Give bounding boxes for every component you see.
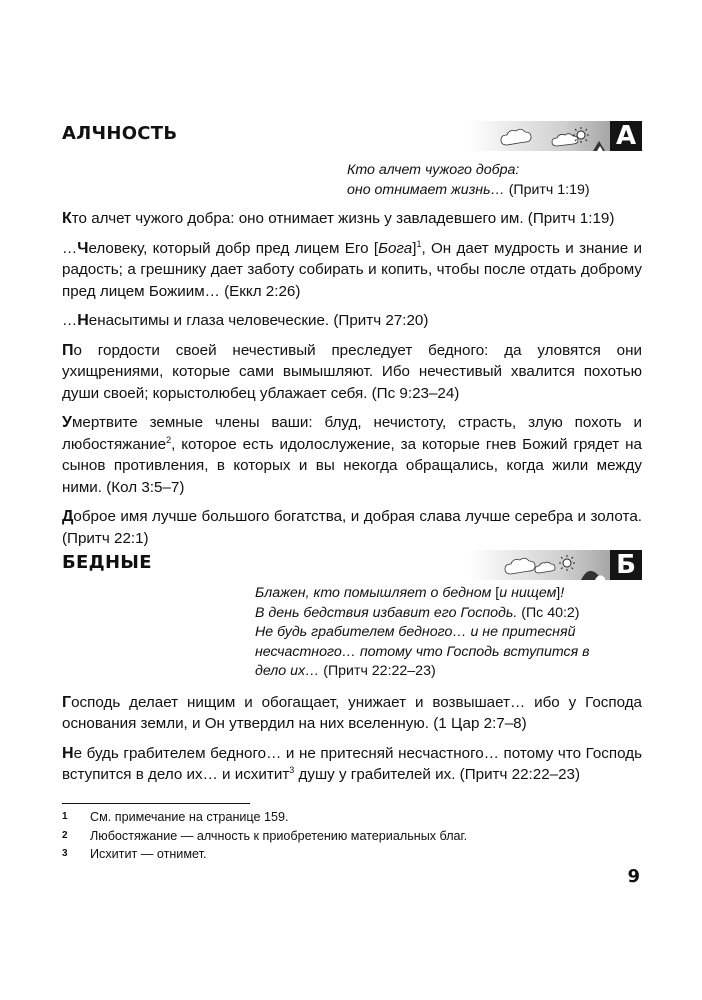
footnote-ref: 1	[416, 238, 422, 249]
header-banner	[469, 121, 642, 151]
footnote: 2 Любостяжание — алчность к приобретению материальных благ.	[62, 828, 468, 843]
footnote: 1 См. примечание на странице 159.	[62, 810, 289, 824]
section-greed	[62, 121, 642, 557]
footnote-ref: 2	[166, 434, 172, 445]
section-header	[62, 121, 642, 151]
epigraph-line: Не будь грабителем бедного… и не притесняй	[255, 624, 576, 640]
epigraph	[347, 161, 642, 200]
verse-paragraph: Господь делает нищим и обогащает, унижает и возвышает… ибо у Господа основания земли, и Он утвердил на них вселенную. (1 Цар 2:7–8)	[62, 693, 642, 732]
verse-paragraph: Умертвите земные члены ваши: блуд, нечистоту, страсть, злую похоть и любостяжание$^2$, которое есть идолослужение, за которые гнев Божий грядет на сынов противления, в которых и вы некогда обращались, когда жили между ними. (Кол 3:5–7)	[62, 414, 642, 496]
verse-paragraph: Доброе имя лучше большого богатства, и добрая слава лучше серебра и золота. (Притч 22:1)	[62, 508, 642, 547]
verse-paragraph: Не будь грабителем бедного… и не притесняй несчастного… потому что Господь вступится в дело их… и исхитит$^3$ душу у грабителей их. (Притч 22:22–23)	[62, 744, 642, 783]
verse-paragraph: …Ненасытимы и глаза человеческие. (Притч 27:20)	[62, 312, 429, 329]
section-title: БЕДНЫЕ	[62, 552, 152, 573]
footnote-divider	[62, 803, 250, 804]
verse-paragraph: Кто алчет чужого добра: оно отнимает жизнь у завладевшего им. (Притч 1:19)	[62, 210, 615, 227]
section-letter: Б	[610, 550, 642, 580]
footnotes	[62, 803, 642, 864]
footnote: 3 Исхитит — отнимет.	[62, 847, 207, 861]
section-title: АЛЧНОСТЬ	[62, 123, 178, 144]
header-banner	[469, 550, 642, 580]
page-number: 9	[627, 866, 640, 887]
section-poor	[62, 550, 642, 794]
section-letter: А	[610, 121, 642, 151]
epigraph-line: дело их… (Притч 22:22–23)	[255, 663, 436, 679]
epigraph	[255, 584, 642, 682]
section-header	[62, 550, 642, 580]
footnote-ref: 3	[289, 765, 295, 775]
epigraph-line: оно отнимает жизнь… (Притч 1:19)	[347, 181, 590, 198]
verse-paragraph: По гордости своей нечестивый преследует бедного: да уловятся они ухищрениями, которые сами вымышляют. Ибо нечестивый хвалится похотью души своей; корыстолюбец ублажает себя. (Пс 9:23–24)	[62, 341, 642, 402]
epigraph-line: В день бедствия избавит его Господь. (Пс 40:2)	[255, 604, 580, 621]
epigraph-line: Кто алчет чужого добра:	[347, 162, 520, 178]
epigraph-line: несчастного… потому что Господь вступится в	[255, 643, 590, 660]
verse-paragraph: …Человеку, который добр пред лицем Его [Бога]$^1$, Он дает мудрость и знание и радость; а грешнику дает заботу собирать и копить, чтобы после отдать доброму пред лицем Божиим… (Еккл 2:26)	[62, 238, 642, 300]
epigraph-line: Блажен, кто помышляет о бедном [и нищем]!	[255, 585, 565, 601]
